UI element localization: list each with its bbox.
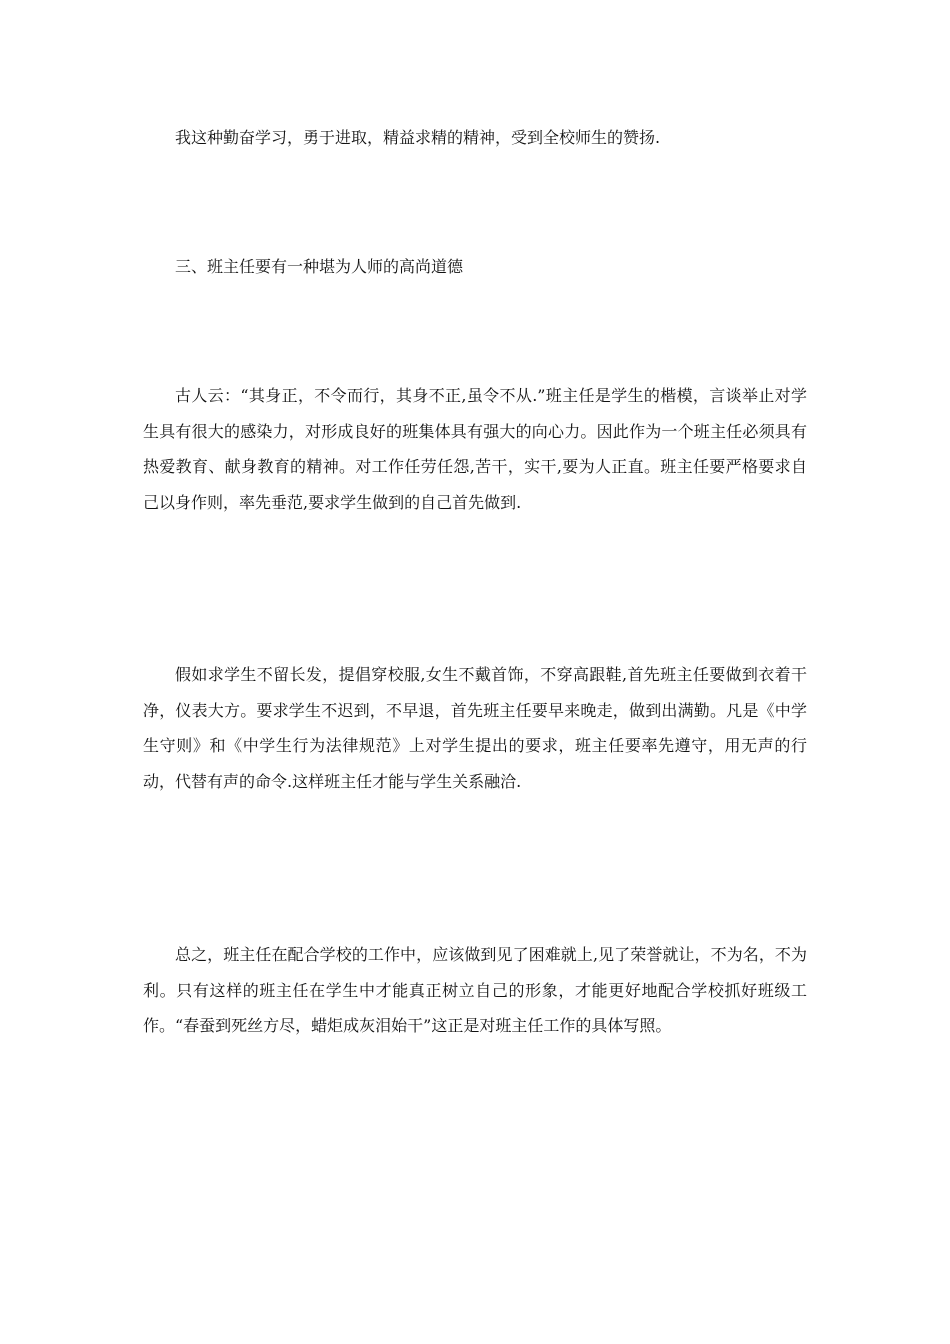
paragraph-requirements: 假如求学生不留长发，提倡穿校服,女生不戴首饰，不穿高跟鞋,首先班主任要做到衣着干净，仪表大方。要求学生不迟到，不早退，首先班主任要早来晚走，做到出满勤。凡是《中学生守则》和《中学生行为法律规范》上对学生提出的要求，班主任要率先遵守，用无声的行动，代替有声的命令.这样班主任才能与学生关系融洽. bbox=[143, 665, 807, 791]
paragraph-conclusion: 总之，班主任在配合学校的工作中，应该做到见了困难就上,见了荣誉就让，不为名，不为利。只有这样的班主任在学生中才能真正树立自己的形象，才能更好地配合学校抓好班级工作。“春蚕到死丝方尽，蜡炬成灰泪始干”这正是对班主任工作的具体写照。 bbox=[143, 945, 807, 1035]
section-heading-3: 三、班主任要有一种堪为人师的高尚道德 bbox=[175, 257, 464, 276]
paragraph-role-model: 古人云：“其身正，不令而行，其身不正,虽令不从.”班主任是学生的楷模，言谈举止对学生具有很大的感染力，对形成良好的班集体具有强大的向心力。因此作为一个班主任必须具有热爱教育、献身教育的精神。对工作任劳任怨,苦干，实干,要为人正直。班主任要严格要求自己以身作则，率先垂范,要求学生做到的自己首先做到. bbox=[143, 386, 807, 512]
paragraph-diligence: 我这种勤奋学习，勇于进取，精益求精的精神，受到全校师生的赞扬. bbox=[175, 128, 661, 147]
